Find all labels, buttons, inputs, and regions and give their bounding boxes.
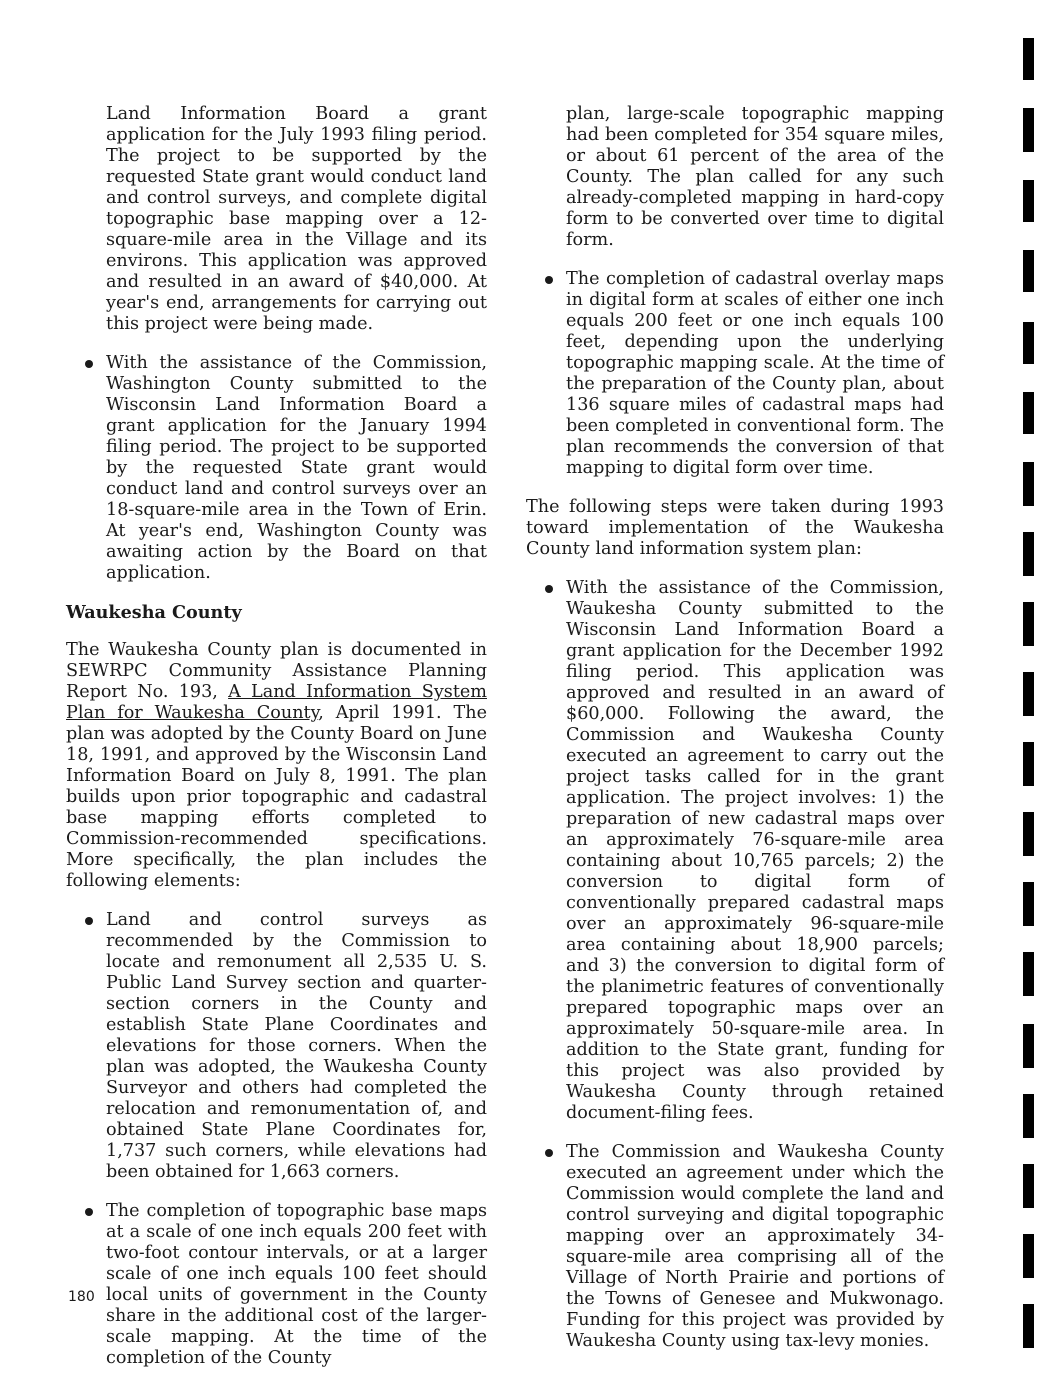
edge-mark <box>1023 882 1034 926</box>
scan-edge-marks <box>1023 0 1043 1380</box>
bullet-text: Land and control surveys as recommended by the Commission to locate and remonument all 2,535 U. S. Public Land Survey section and quarter-section corners in the County and establish State Plane Coordinates and elevations for those corners. When the plan was adopted, the Waukesha County Surveyor and others had completed the relocation and remonumentation of, and obtained State Plane Coordinates for, 1,737 such corners, while elevations had been obtained for 1,663 corners. <box>106 910 487 1182</box>
edge-mark <box>1023 532 1034 576</box>
right-column <box>526 104 944 1370</box>
edge-mark <box>1023 602 1034 646</box>
bullet-item-topographic <box>66 1201 487 1369</box>
left-column <box>66 104 487 1387</box>
edge-mark <box>1023 1234 1034 1278</box>
bullet-text: The completion of topographic base maps at a scale of one inch equals 200 feet with two-foot contour intervals, or at a larger scale of one inch equals 100 feet should local units of government in the County share in the additional cost of the larger-scale mapping. At the time of the completion of the County <box>106 1201 487 1368</box>
bullet-text: With the assistance of the Commission, Washington County submitted to the Wisconsin Land Information Board a grant application for the January 1994 filing period. The project to be supported by the requested State grant would conduct land and control surveys over an 18-square-mile area in the Town of Erin. At year's end, Washington County was awaiting action by the Board on that application. <box>106 353 487 583</box>
edge-mark <box>1023 38 1034 80</box>
edge-mark <box>1023 250 1034 292</box>
section-heading: Waukesha County <box>66 602 242 623</box>
edge-mark <box>1023 742 1034 786</box>
bullet-text: The Commission and Waukesha County executed an agreement under which the Commission would complete the land and control surveying and digital topographic mapping over an approximately 34-square-mile area comprising all of the Village of North Prairie and portions of the Towns of Genesee and Mukwonago. Funding for this project was provided by Waukesha County using tax-levy monies. <box>566 1142 944 1351</box>
edge-mark <box>1023 1304 1034 1348</box>
intro-text-before: The Waukesha County plan is documented in SEWRPC Community Assistance Planning Report No. 193, <box>66 640 487 702</box>
bullet-icon <box>545 585 553 593</box>
edge-mark <box>1023 672 1034 716</box>
bullet-item-cadastral <box>526 269 944 479</box>
bullet-icon <box>85 1208 93 1216</box>
bullet-item-washington <box>66 353 487 584</box>
bullet-icon <box>85 917 93 925</box>
continued-paragraph: Land Information Board a grant application for the July 1993 filing period. The project to be supported by the requested State grant would conduct land and control surveys, and complete digital topographic base mapping over a 12-square-mile area in the Village and its environs. This application was approved and resulted in an award of $40,000. At year's end, arrangements for carrying out this project were being made. <box>106 104 487 334</box>
edge-mark <box>1023 108 1034 152</box>
bullet-icon <box>545 276 553 284</box>
steps-intro-paragraph: The following steps were taken during 1993 toward implementation of the Waukesha County land information system plan: <box>526 497 944 559</box>
edge-mark <box>1023 812 1034 856</box>
edge-mark <box>1023 1024 1034 1068</box>
edge-mark <box>1023 1164 1034 1208</box>
edge-mark <box>1023 952 1034 996</box>
bullet-item-surveys <box>66 910 487 1183</box>
edge-mark <box>1023 392 1034 434</box>
bullet-item-agreement <box>526 1142 944 1352</box>
bullet-icon <box>85 360 93 368</box>
bullet-text: With the assistance of the Commission, Waukesha County submitted to the Wisconsin Land Information Board a grant application for the December 1992 filing period. This application was approved and resulted in an award of $60,000. Following the award, the Commission and Waukesha County executed an agreement to carry out the project tasks called for in the grant application. The project involves: 1) the preparation of new cadastral maps over an approximately 76-square-mile area containing about 10,765 parcels; 2) the conversion to digital form of conventionally prepared cadastral maps over an approximately 96-square-mile area containing about 18,900 parcels; and 3) the conversion to digital form of the planimetric features of conventionally prepared topographic maps over an approximately 50-square-mile area. In addition to the State grant, funding for this project was also provided by Waukesha County through retained document-filing fees. <box>566 578 944 1123</box>
edge-mark <box>1023 462 1034 506</box>
intro-text-after: , April 1991. The plan was adopted by the County Board on June 18, 1991, and approved by the Wisconsin Land Information Board on July 8, 1991. The plan builds upon prior topographic and cadastral base mapping efforts completed to Commission-recommended specifications. More specifically, the plan includes the following elements: <box>66 703 487 891</box>
bullet-text: The completion of cadastral overlay maps in digital form at scales of either one inch equals 200 feet or one inch equals 100 feet, depending upon the underlying topographic mapping scale. At the time of the preparation of the County plan, about 136 square miles of cadastral maps had been completed in conventional form. The plan recommends the conversion of that mapping to digital form over time. <box>566 269 944 478</box>
edge-mark <box>1023 1094 1034 1138</box>
intro-paragraph <box>66 640 487 892</box>
edge-mark <box>1023 322 1034 364</box>
bullet-item-grant <box>526 578 944 1124</box>
edge-mark <box>1023 180 1034 222</box>
bullet-icon <box>545 1149 553 1157</box>
page-number: 180 <box>68 1289 95 1305</box>
continued-paragraph: plan, large-scale topographic mapping had been completed for 354 square miles, or about 61 percent of the area of the County. The plan called for any such already-completed mapping in hard-copy form to be converted over time to digital form. <box>566 104 944 250</box>
report-title: A Land Information System Plan for Waukesha County <box>66 682 487 723</box>
